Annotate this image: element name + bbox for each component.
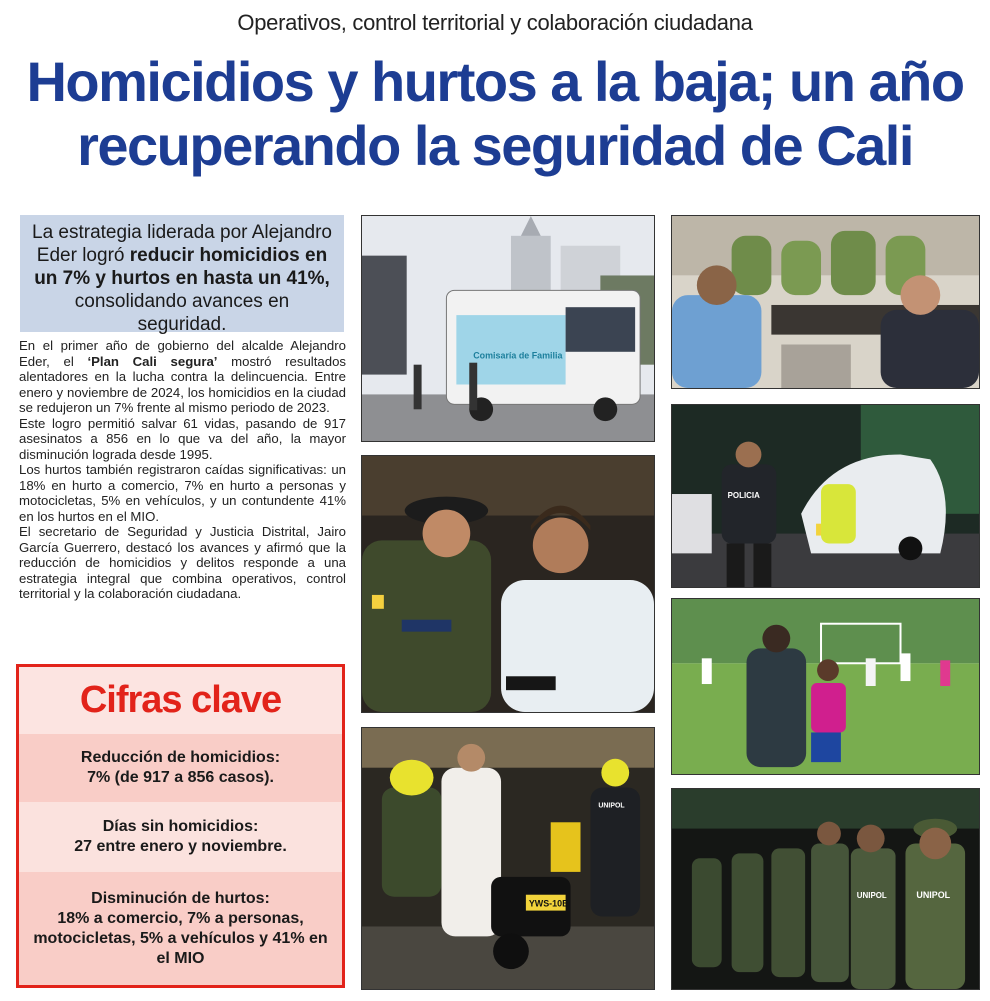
police-vest-text: POLICIA — [727, 490, 760, 500]
body-paragraph-2: Este logro permitió salvar 61 vidas, pasando de 917 asesinatos a 856 en lo que va del año, la mayor disminución lograda desde 1995. — [19, 415, 346, 462]
article-headline — [0, 50, 990, 178]
key-figure-label: Disminución de hurtos: — [91, 889, 270, 907]
meeting-photo-illustration — [672, 216, 979, 388]
lead-text-2: consolidando avances en seguridad. — [74, 291, 290, 335]
body-paragraph-1 — [19, 338, 346, 416]
photo-night-search — [361, 727, 655, 990]
lead-text-1: La estrategia liderada por Alejandro Eder logró — [32, 222, 332, 266]
search-photo-illustration — [362, 728, 654, 989]
plan-name: ‘Plan Cali segura’ — [87, 353, 218, 369]
unipol-vest-text-1: UNIPOL — [598, 802, 625, 810]
unipol-vest-text-3: UNIPOL — [856, 890, 887, 900]
body-paragraph-4: El secretario de Seguridad y Justicia Distrital, Jairo García Guerrero, destacó los avances y afirmó que la reducción de homicidios y delitos responde a una estrategia integral que combina operativos, control territorial y la colaboración ciudadana. — [19, 524, 346, 601]
checkpoint-photo-illustration — [672, 405, 979, 587]
headline-line-2: recuperando la seguridad de Cali — [77, 114, 913, 177]
article-body — [19, 338, 346, 602]
body-paragraph-3: Los hurtos también registraron caídas significativas: un 18% en hurto a comercio, 7% en hurto a personas y motocicletas, 5% en vehículos, y un contundente 41% en los hurtos en el MIO. — [19, 462, 346, 524]
field-photo-illustration — [672, 599, 979, 774]
photo-comisaria-bus — [361, 215, 655, 442]
key-figure-label: Días sin homicidios: — [102, 818, 259, 835]
key-figure-homicides — [19, 734, 342, 802]
photo-field-patrol — [671, 598, 980, 775]
officer-photo-illustration — [362, 456, 654, 712]
lead-summary — [20, 215, 344, 335]
lead-text-bold: reducir homicidios en un 7% y hurtos en hasta un 41%, — [34, 245, 330, 289]
bus-photo-illustration — [362, 216, 654, 441]
key-figure-thefts — [19, 872, 342, 985]
motorcycle-plate-text: YWS-10B — [528, 898, 569, 909]
key-figure-value: 27 entre enero y noviembre. — [74, 838, 287, 855]
formation-photo-illustration — [672, 789, 979, 989]
key-figures-title: Cifras clave — [19, 667, 342, 734]
bus-sign-text: Comisaría de Familia — [473, 350, 563, 361]
photo-security-meeting — [671, 215, 980, 389]
key-figure-days — [19, 802, 342, 872]
unipol-vest-text-2: UNIPOL — [916, 889, 951, 900]
photo-officer-conversation — [361, 455, 655, 713]
body-p1-text-b: mostró resultados alentadores en la lucha contra la delincuencia. Entre enero y noviembre de 2024, los homicidios en la ciudad se redujeron un 7% frente al mismo periodo de 2023. — [19, 353, 346, 415]
key-figure-value: 7% (de 917 a 856 casos). — [87, 769, 274, 786]
photo-night-checkpoint — [671, 404, 980, 588]
key-figure-label: Reducción de homicidios: — [80, 749, 281, 766]
body-p1-text-a: En el primer año de gobierno del alcalde Alejandro Eder, el — [19, 338, 346, 369]
key-figure-value: 18% a comercio, 7% a personas, motocicletas, 5% a vehículos y 41% en el MIO — [33, 909, 328, 967]
photo-unipol-formation — [671, 788, 980, 990]
key-figures-box — [16, 664, 345, 988]
article-kicker: Operativos, control territorial y colaboración ciudadana — [237, 10, 753, 35]
headline-line-1: Homicidios y hurtos a la baja; un año — [26, 50, 964, 113]
